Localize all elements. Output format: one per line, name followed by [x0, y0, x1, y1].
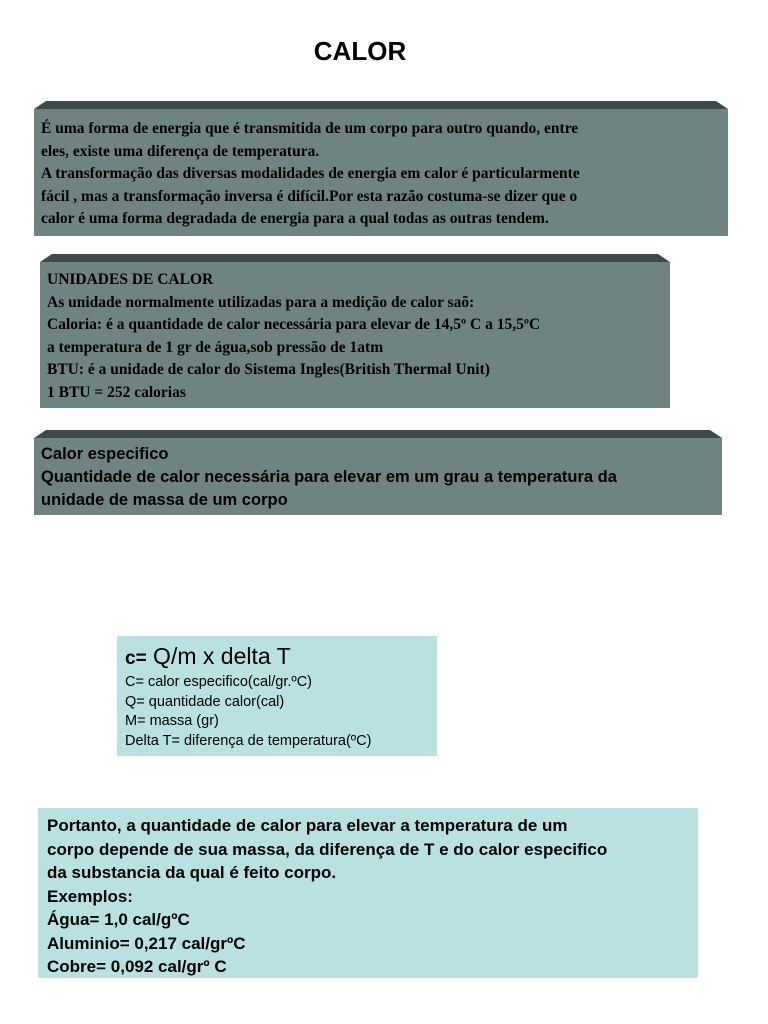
definition-line-3: A transformação das diversas modalidades de energia em calor é particularmente	[41, 165, 580, 182]
specific-heat-line-2: Quantidade de calor necessária para elevar em um grau a temperatura da	[41, 468, 617, 486]
definition-box	[34, 109, 728, 236]
examples-heading: Exemplos:	[47, 886, 133, 906]
box-bevel-top	[40, 254, 670, 262]
formula-def-m: M= massa (gr)	[125, 713, 219, 729]
formula-c-label: c=	[125, 648, 147, 669]
conclusion-content	[47, 814, 607, 979]
definition-line-4: fácil , mas a transformação inversa é difícil.Por esta razão costuma-se dizer que o	[41, 187, 578, 205]
units-line-3: Caloria: é a quantidade de calor necessária para elevar de 14,5º C a 15,5ºC	[47, 316, 541, 333]
definition-text	[41, 118, 580, 231]
conclusion-line-1: Portanto, a quantidade de calor para elevar a temperatura de um	[47, 816, 568, 835]
page-title: CALOR	[313, 36, 407, 66]
formula-def-delta: Delta T= diferença de temperatura(ºC)	[125, 732, 372, 749]
definition-line-5: calor é uma forma degradada de energia para a qual todas as outras tendem.	[41, 210, 549, 227]
formula-box	[117, 636, 437, 756]
example-water: Água= 1,0 cal/gºC	[47, 910, 190, 929]
units-line-6: 1 BTU = 252 calorias	[47, 383, 186, 401]
definition-line-2: eles, existe uma diferença de temperatura.	[41, 142, 320, 160]
conclusion-line-3: da substancia da qual é feito corpo.	[47, 863, 337, 882]
box-bevel-top	[34, 101, 728, 109]
example-aluminium: Aluminio= 0,217 cal/grºC	[47, 933, 246, 953]
units-text	[47, 269, 540, 404]
units-line-2: As unidade normalmente utilizadas para a medição de calor saõ:	[47, 293, 475, 311]
specific-heat-heading: Calor especifico	[41, 445, 169, 463]
box-bevel-top	[34, 430, 722, 438]
specific-heat-box	[34, 438, 722, 515]
example-copper: Cobre= 0,092 cal/grº C	[47, 957, 227, 976]
formula-expression: Q/m x delta T	[146, 643, 291, 669]
units-line-5: BTU: é a unidade de calor do Sistema Ingles(British Thermal Unit)	[47, 361, 490, 378]
specific-heat-line-3: unidade de massa de um corpo	[41, 491, 288, 509]
conclusion-box	[38, 808, 698, 978]
formula-content	[125, 642, 371, 751]
units-box	[40, 262, 670, 408]
specific-heat-text	[41, 443, 617, 512]
formula-expression-line	[125, 642, 371, 673]
units-line-4: a temperatura de 1 gr de água,sob pressão de 1atm	[47, 338, 384, 356]
formula-def-c: C= calor especifico(cal/gr.ºC)	[125, 674, 313, 690]
formula-def-q: Q= quantidade calor(cal)	[125, 693, 285, 710]
definition-line-1: É uma forma de energia que é transmitida de um corpo para outro quando, entre	[41, 120, 579, 137]
conclusion-line-2: corpo depende de sua massa, da diferença de T e do calor especifico	[47, 839, 608, 859]
units-heading: UNIDADES DE CALOR	[47, 271, 214, 288]
